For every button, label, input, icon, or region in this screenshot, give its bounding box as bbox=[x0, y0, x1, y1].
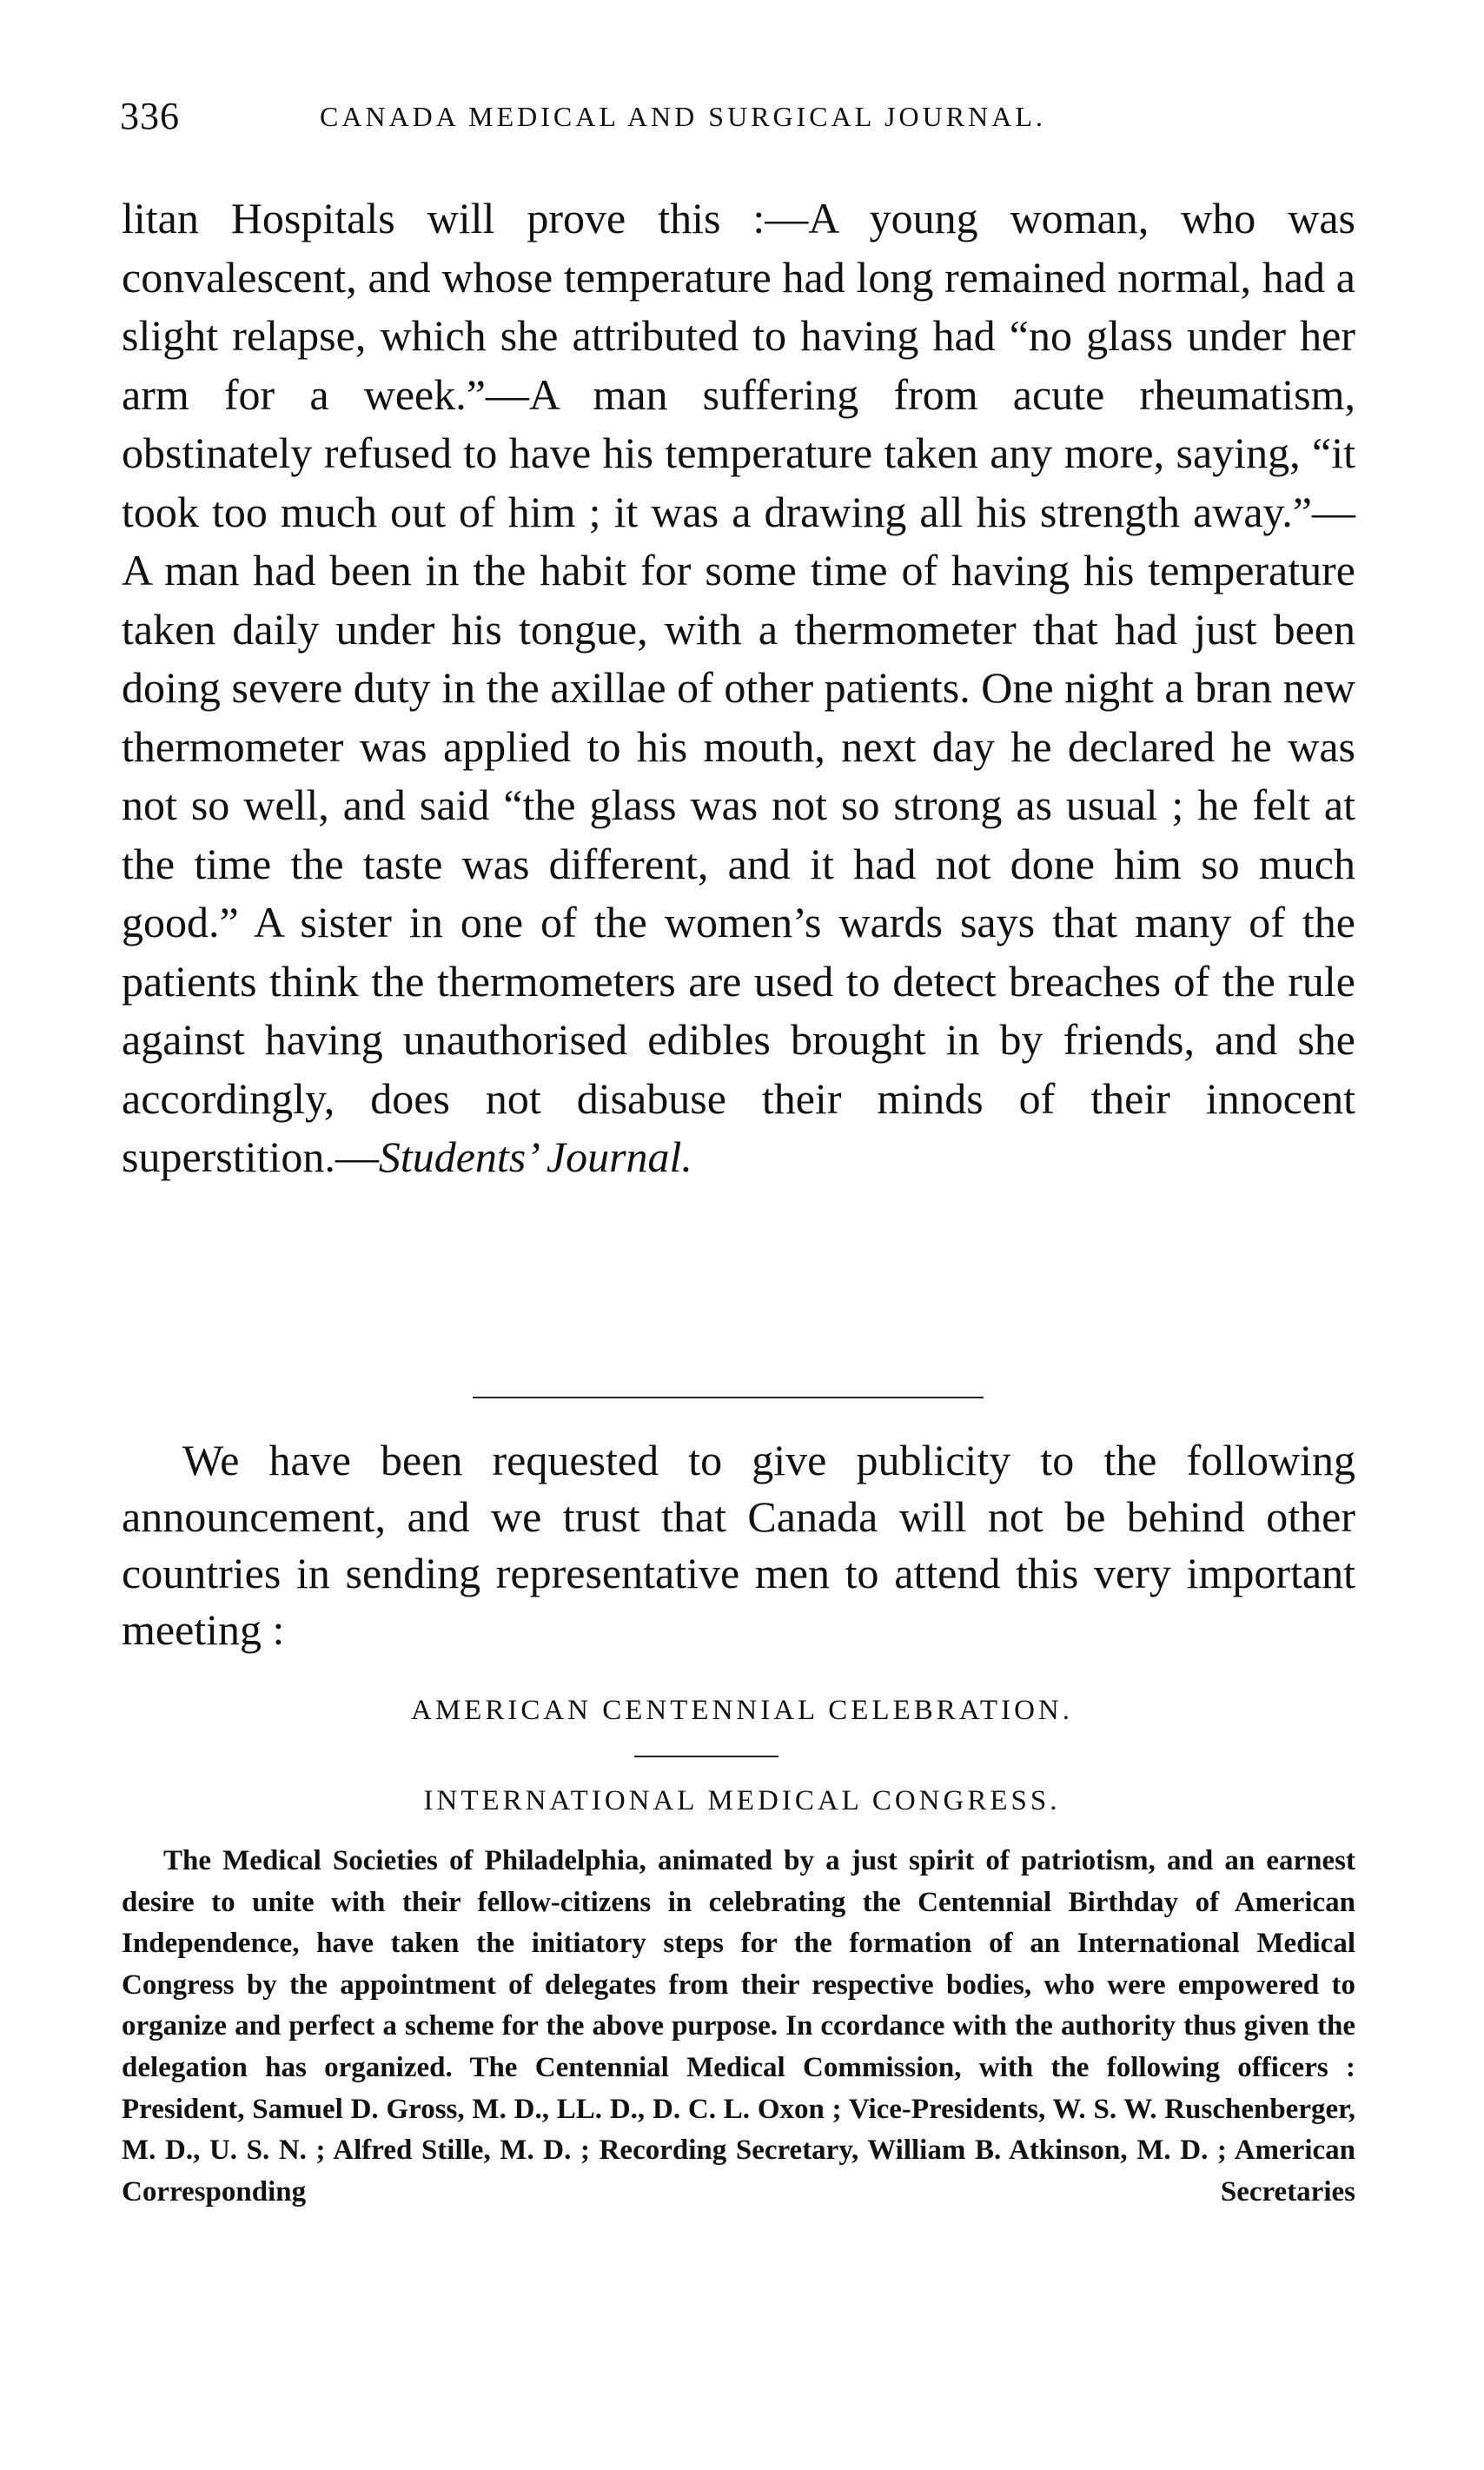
announcement-heading-centennial: AMERICAN CENTENNIAL CELEBRATION. bbox=[411, 1695, 1073, 1726]
article-text: litan Hospitals will prove this :—A young woman, who was convalescent, and whose temperature had long remained normal, had a slight relapse, which she attributed to having had “no glass under her arm for a week.”—A man suffering from acute rheumatism, obstinately refused to have his temperature taken any more, saying, “it took too much out of him ; it was a drawing all his strength away.”—A man had been in the habit for some time of having his temperature taken daily under his tongue, with a thermometer that had just been doing severe duty in the axillae of other patients. One night a bran new thermometer was applied to his mouth, next day he declared he was not so well, and said “the glass was not so strong as usual ; he felt at the time the taste was different, and it had not done him so much good.” A sister in one of the women’s wards says that many of the patients think the thermometers are used to detect breaches of the rule against having unauthorised edibles brought in by friends, and she accordingly, does not disabuse their minds of their innocent superstition.— bbox=[122, 194, 1355, 1181]
page-header bbox=[120, 94, 1354, 146]
announcement-body bbox=[122, 1841, 1355, 2213]
section-divider bbox=[473, 1397, 984, 1398]
article-body bbox=[122, 189, 1355, 1187]
article-paragraph bbox=[122, 189, 1355, 1187]
announcement-intro-text: We have been requested to give publicity to the following announcement, and we trust that Canada will not be behind other countries in sending representative men to attend this very important meeting : bbox=[122, 1436, 1355, 1654]
heading-divider bbox=[634, 1756, 778, 1757]
announcement-body-text: The Medical Societies of Philadelphia, animated by a just spirit of patriotism, and an earnest desire to unite with their fellow-citizens in celebrating the Centennial Birthday of American Independence, have taken the initiatory steps for the formation of an International Medical Congress by the appointment of delegates from their respective bodies, who were empowered to organize and perfect a scheme for the above purpose. In ccordance with the authority thus given the delegation has organized. The Centennial Medical Commission, with the following officers : President, Samuel D. Gross, M. D., LL. D., D. C. L. Oxon ; Vice-Presidents, W. S. W. Ruschenberger, M. D., U. S. N. ; Alfred Stille, M. D. ; Recording Secretary, William B. Atkinson, M. D. ; American Corresponding Secretaries bbox=[122, 1845, 1355, 2208]
announcement-heading-congress: INTERNATIONAL MEDICAL CONGRESS. bbox=[423, 1785, 1061, 1816]
announcement-intro bbox=[122, 1432, 1355, 1658]
running-head: CANADA MEDICAL AND SURGICAL JOURNAL. bbox=[320, 101, 1046, 132]
article-source: Students’ Journal. bbox=[378, 1132, 692, 1181]
page-number: 336 bbox=[120, 95, 180, 137]
